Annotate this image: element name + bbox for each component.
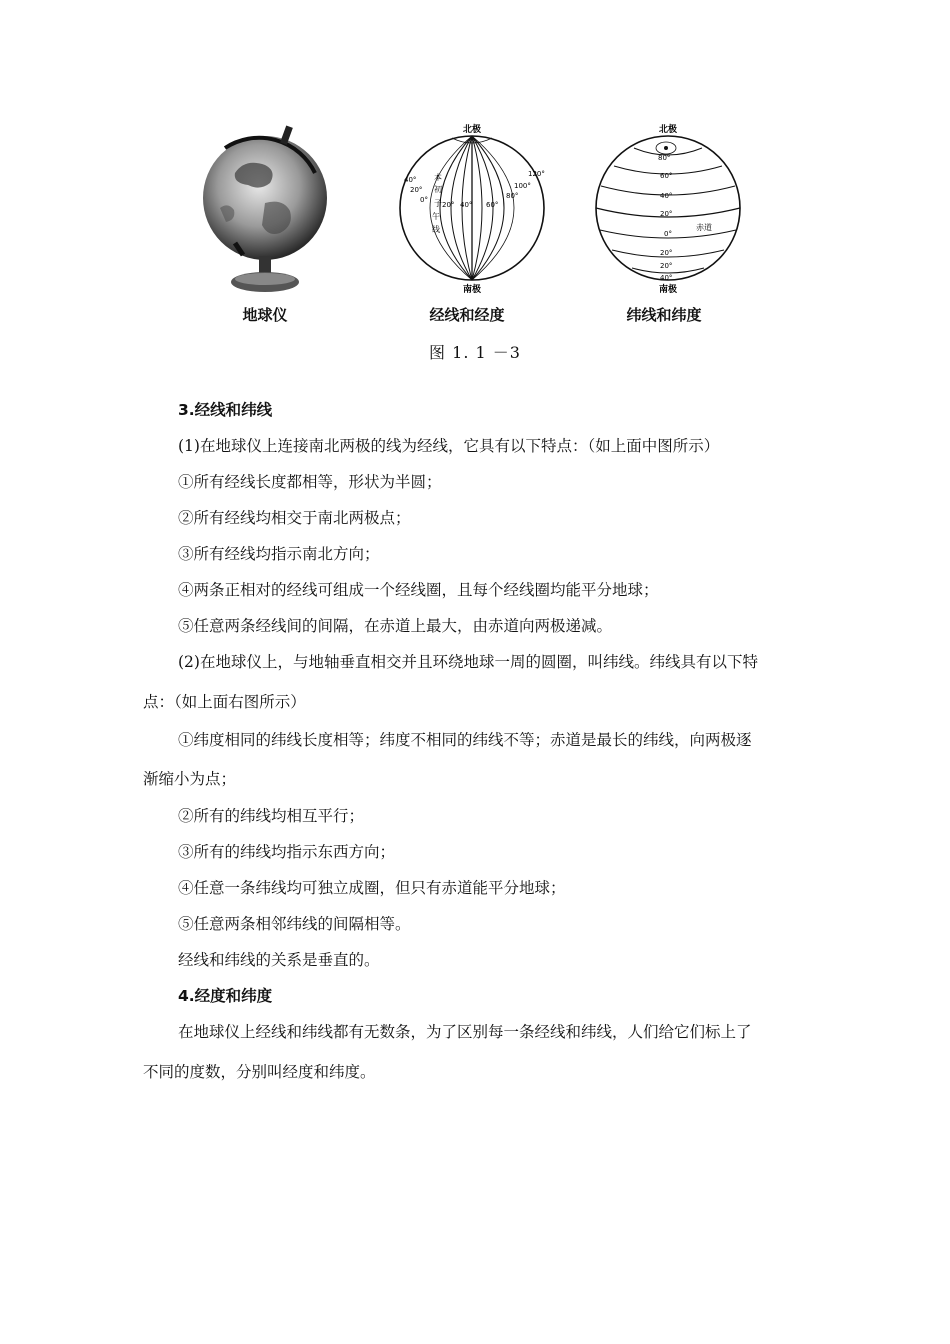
figure-number: 图 1. 1 －3 <box>429 343 521 362</box>
south-pole-label: 南极 <box>658 285 678 295</box>
parallel-label-n60: 60° <box>660 172 673 180</box>
meridian-point-3: ③所有经线均指示南北方向； <box>178 545 380 563</box>
prime-meridian-char-2: 初 <box>434 185 442 194</box>
parallel-label-n40: 40° <box>660 192 673 200</box>
section3-title: 3.经线和纬线 <box>178 401 273 419</box>
parallel-label-s20b: 20° <box>660 262 673 270</box>
meridian-point-4: ④两条正相对的经线可组成一个经线圈，且每个经线圈均能平分地球； <box>178 581 659 599</box>
parallel-caption: 纬线和纬度 <box>626 306 702 324</box>
parallel-point-4: ④任意一条纬线均可独立成圈，但只有赤道能平分地球； <box>178 879 566 897</box>
section4-title: 4.经度和纬度 <box>178 987 273 1005</box>
paragraph-degrees-1: 在地球仪上经线和纬线都有无数条，为了区别每一条经线和纬线，人们给它们标上了 <box>178 1023 752 1041</box>
meridian-label-w40: 40° <box>404 176 417 184</box>
paragraph-meridian-intro: (1)在地球仪上连接南北两极的线为经线，它具有以下特点：（如上面中图所示） <box>178 437 720 455</box>
meridian-point-5: ⑤任意两条经线间的间隔，在赤道上最大，由赤道向两极递减。 <box>178 617 613 635</box>
paragraph-parallel-intro-1: (2)在地球仪上，与地轴垂直相交并且环绕地球一周的圆圈，叫纬线。纬线具有以下特 <box>178 653 758 671</box>
meridian-label-e40: 40° <box>460 201 473 209</box>
north-pole-label: 北极 <box>462 125 482 135</box>
equator-label: 赤道 <box>696 223 712 232</box>
parallel-point-3: ③所有的纬线均指示东西方向； <box>178 843 396 861</box>
meridian-diagram <box>390 118 555 303</box>
paragraph-parallel-intro-2: 点：（如上面右图所示） <box>143 693 306 711</box>
prime-meridian-char-1: 本 <box>434 173 442 182</box>
prime-meridian-char-4: 午 <box>432 212 440 221</box>
parallel-label-0: 0° <box>664 230 672 238</box>
south-pole-label: 南极 <box>462 285 482 295</box>
globe-caption: 地球仪 <box>242 306 288 324</box>
meridian-label-e120: 120° <box>528 170 545 178</box>
paragraph-degrees-2: 不同的度数，分别叫经度和纬度。 <box>143 1063 376 1081</box>
parallel-point-1-line2: 渐缩小为点； <box>143 770 237 788</box>
parallel-label-n80: 80° <box>658 154 671 162</box>
parallel-label-s20a: 20° <box>660 249 673 257</box>
parallel-point-1-line1: ①纬度相同的纬线长度相等；纬度不相同的纬线不等；赤道是最长的纬线，向两极逐 <box>178 731 752 749</box>
parallel-label-s40: 40° <box>660 274 673 282</box>
meridian-label-e60: 60° <box>486 201 499 209</box>
meridian-point-2: ②所有经线均相交于南北两极点； <box>178 509 411 527</box>
parallel-point-5: ⑤任意两条相邻纬线的间隔相等。 <box>178 915 411 933</box>
meridian-label-e80: 80° <box>506 192 519 200</box>
meridian-label-e20: 20° <box>442 201 455 209</box>
relation-statement: 经线和纬线的关系是垂直的。 <box>178 951 380 969</box>
meridian-label-w20: 20° <box>410 186 423 194</box>
figure-row <box>0 118 950 363</box>
north-pole-label: 北极 <box>658 125 678 135</box>
prime-meridian-char-5: 线 <box>432 225 440 234</box>
globe-illustration <box>195 118 335 303</box>
parallel-diagram <box>588 118 748 303</box>
parallel-label-n20: 20° <box>660 210 673 218</box>
meridian-caption: 经线和经度 <box>429 306 505 324</box>
meridian-label-0: 0° <box>420 196 428 204</box>
parallel-point-2: ②所有的纬线均相互平行； <box>178 807 365 825</box>
prime-meridian-char-3: 子 <box>434 199 442 208</box>
meridian-point-1: ①所有经线长度都相等，形状为半圆； <box>178 473 442 491</box>
meridian-label-e100: 100° <box>514 182 531 190</box>
